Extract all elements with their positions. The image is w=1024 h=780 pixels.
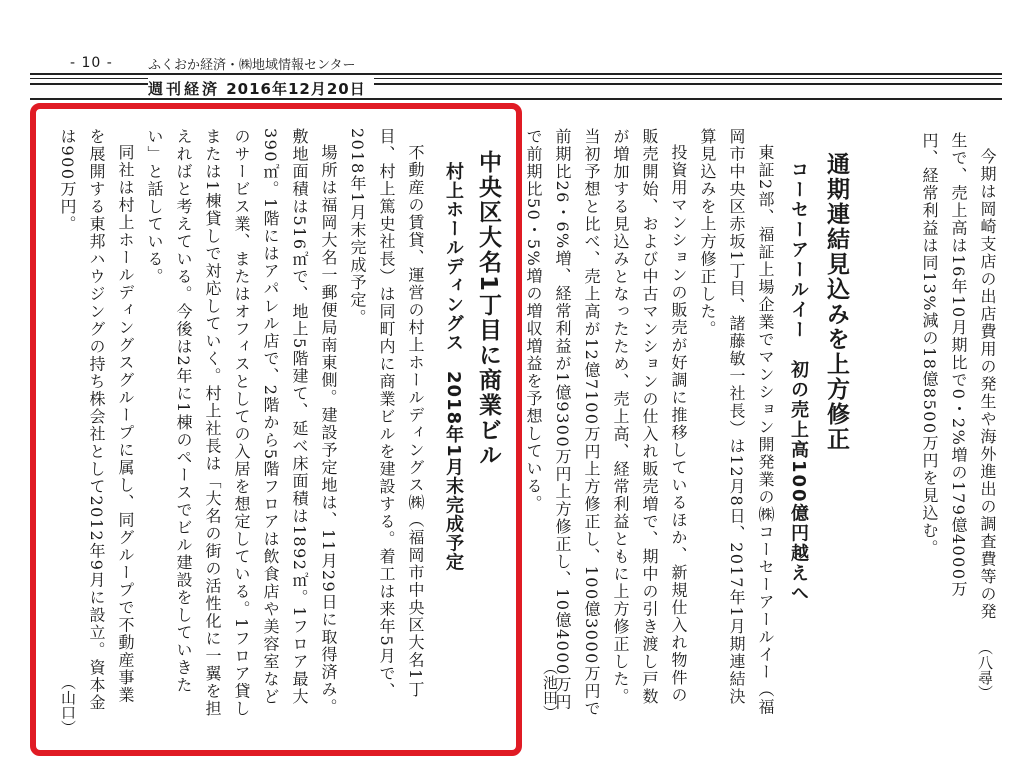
paragraph: 場所は福岡大名一郵便局南東側。建設予定地は、11月29日に取得済み。敷地面積は516㎡で、地上5階建て、延べ床面積は1892㎡。1フロア最大390㎡。1階にはアパレル店で、2階から5階フロアは飲食店や美容室などのサービス業、またはオフィスとしての入居を想定している。1フロア貸しまたは1棟貸しで対応していく。村上社長は「大名の街の活性化に一翼を担えればと考えている。今後は2年に1棟のペースでビル建設をしていきたい」と話している。 xyxy=(145,128,338,718)
article-headline: 通期連結見込みを上方修正 xyxy=(823,152,849,452)
byline-murakami: （山口） xyxy=(59,675,77,735)
publisher-line: ふくおか経済・㈱地域情報センター xyxy=(148,58,356,73)
issue-date: 2016年12月20日 xyxy=(226,80,366,98)
article-subheadline: 村上ホールディングス 2018年1月末完成予定 xyxy=(443,162,464,572)
masthead xyxy=(148,78,374,99)
paragraph: 東証2部、福証上場企業でマンション開発業の㈱コーセーアールイー（福岡市中央区赤坂1丁目、諸藤敏一社長）は12月8日、2017年1月期連結決算見込みを上方修正した。 xyxy=(698,128,775,716)
publication-title: 週刊経済 xyxy=(148,80,221,98)
byline-prev: （八尋） xyxy=(976,640,994,700)
byline-cosei: （池田） xyxy=(541,660,559,720)
paragraph: 今期は岡崎支店の出店費用の発生や海外進出の調査費等の発生で、売上高は16年10月期比で0・2%増の179億4000万円、経常利益は同13%減の18億8500万円を見込む。 xyxy=(920,132,997,621)
page-number: - 10 - xyxy=(70,55,113,71)
page-header xyxy=(0,0,1024,100)
article-prev xyxy=(915,132,1002,632)
article-subheadline: コーセーアールイー 初の売上高100億円越えへ xyxy=(788,160,809,604)
article-body xyxy=(524,128,780,718)
paragraph: 同社は村上ホールディングスグループに属し、同グループで不動産事業を展開する東邦ハウジングの持ち株会社として2012年9月に設立。資本金は900万円。 xyxy=(58,128,135,712)
header-underline xyxy=(30,98,1002,100)
article-headline: 中央区大名1丁目に商業ビル xyxy=(475,150,501,469)
paragraph: 不動産の賃貸、運営の村上ホールディングス㈱（福岡市中央区大名1丁目、村上篤史社長）は同町内に商業ビルを建設する。着工は来年5月で、2018年1月末完成予定。 xyxy=(348,128,425,700)
article-body xyxy=(52,128,430,718)
paragraph: 投資用マンションの販売が好調に推移しているほか、新規仕入れ物件の販売開始、および中古マンションの仕入れ販売増で、期中の引き渡し戸数が増加する見込みとなったため、売上高、経常利益ともに上方修正した。当初予想と比べ、売上高が12億7100万円上方修正し、100億3000万円で前期比26・6%増、経常利益が1億9300万円上方修正し、10億4000万円で前期比50・5%増の増収増益を予想している。 xyxy=(524,128,688,718)
